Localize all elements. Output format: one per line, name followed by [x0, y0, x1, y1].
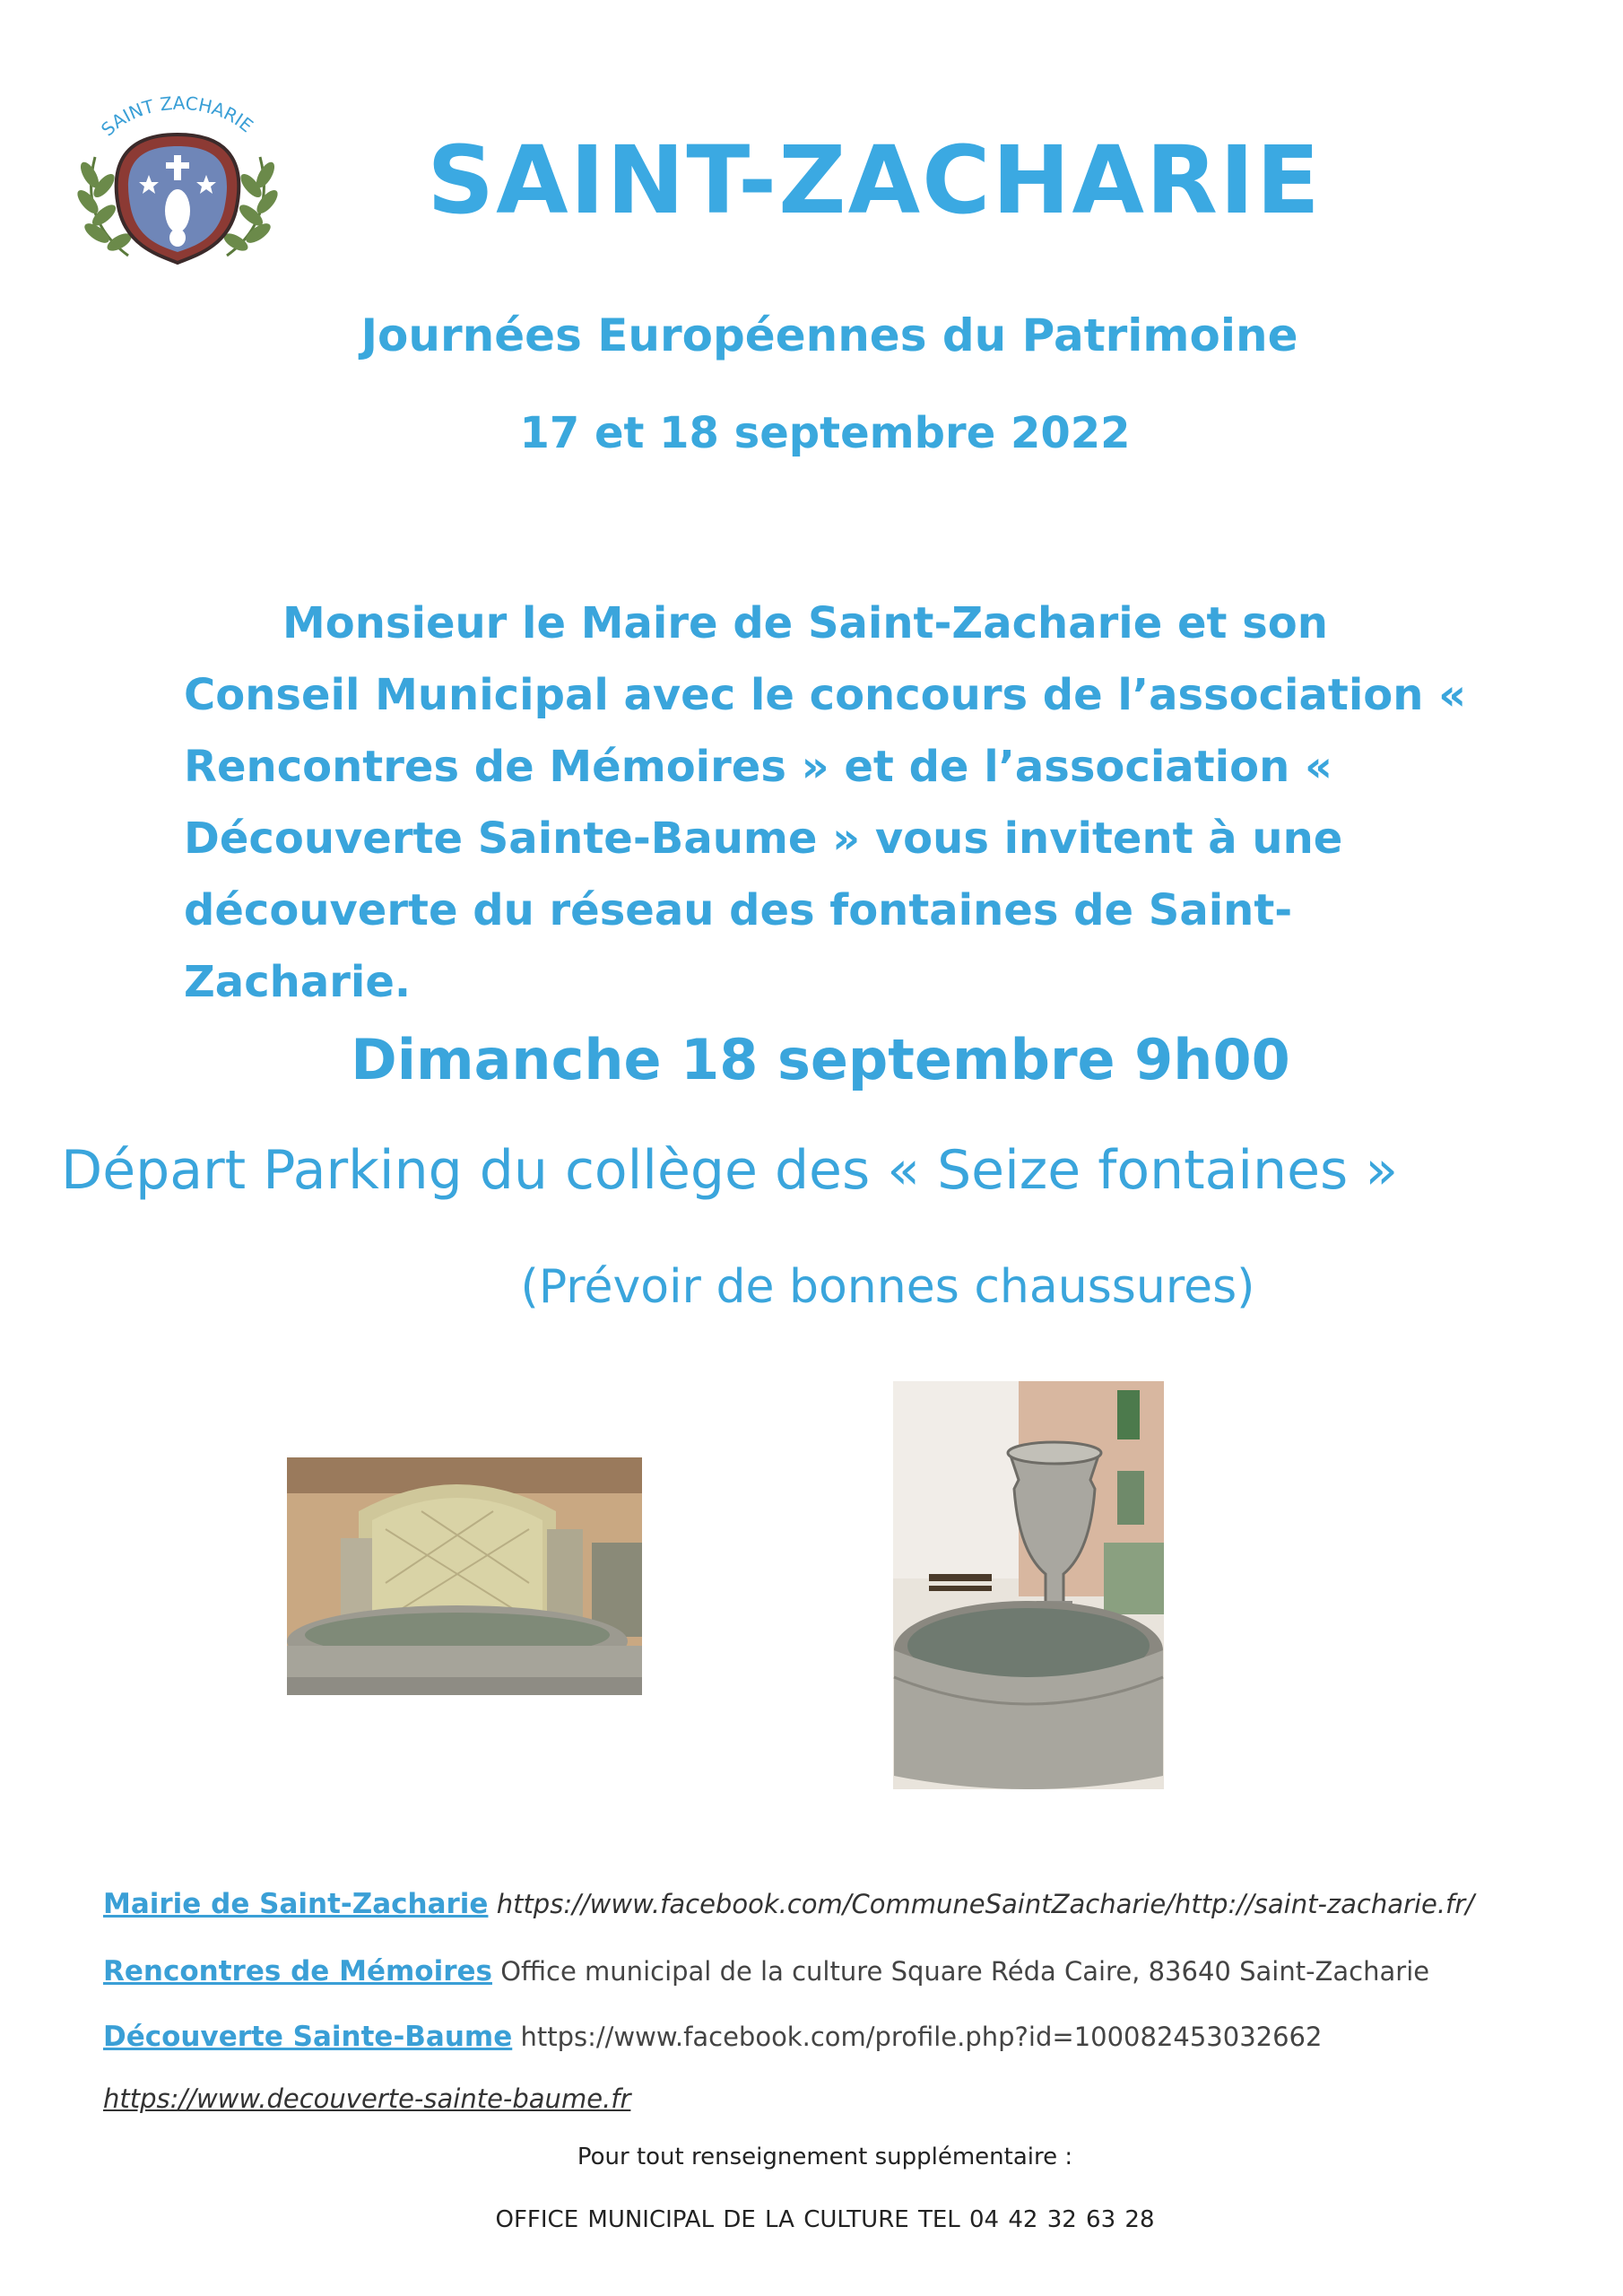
contact-office-phone: OFFICE MUNICIPAL DE LA CULTURE TEL 04 42 32 63 28 [495, 2206, 1155, 2233]
contact-prompt: Pour tout renseignement supplémentaire : [577, 2144, 1073, 2170]
rencontres-name[interactable]: Rencontres de Mémoires [103, 1955, 492, 1987]
event-dates: 17 et 18 septembre 2022 [519, 408, 1131, 458]
meeting-point: Départ Parking du collège des « Seize fontaines » [61, 1139, 1399, 1202]
invitation-paragraph: Monsieur le Maire de Saint-Zacharie et son Conseil Municipal avec le concours de l’association « Rencontres de Mémoires » et de l’association « Découverte Sainte-Baume » vous invitent à une découverte du réseau des fontaines de Saint-Zacharie. [184, 598, 1467, 1007]
footer-decouverte [103, 2021, 1322, 2053]
shoes-note: (Prévoir de bonnes chaussures) [520, 1260, 1255, 1314]
urn-fountain-photo [893, 1381, 1164, 1789]
mairie-name[interactable]: Mairie de Saint-Zacharie [103, 1888, 489, 1920]
event-subtitle: Journées Européennes du Patrimoine [360, 309, 1298, 361]
logo-text: SAINT ZACHARIE [96, 91, 258, 141]
decouverte-name[interactable]: Découverte Sainte-Baume [103, 2021, 513, 2053]
wall-fountain-photo [287, 1457, 642, 1695]
footer-rencontres [103, 1955, 1429, 1987]
footer-mairie [103, 1888, 1474, 1920]
rencontres-address: Office municipal de la culture Square Réda Caire, 83640 Saint-Zacharie [500, 1956, 1430, 1987]
decouverte-site-url[interactable]: https://www.decouverte-sainte-baume.fr [103, 2083, 631, 2114]
event-date-time: Dimanche 18 septembre 9h00 [351, 1027, 1290, 1092]
decouverte-facebook-url[interactable]: https://www.facebook.com/profile.php?id=100082453032662 [520, 2022, 1323, 2052]
page-title: SAINT-ZACHARIE [427, 126, 1322, 235]
mairie-url[interactable]: https://www.facebook.com/CommuneSaintZacharie/http://saint-zacharie.fr/ [496, 1889, 1474, 1919]
